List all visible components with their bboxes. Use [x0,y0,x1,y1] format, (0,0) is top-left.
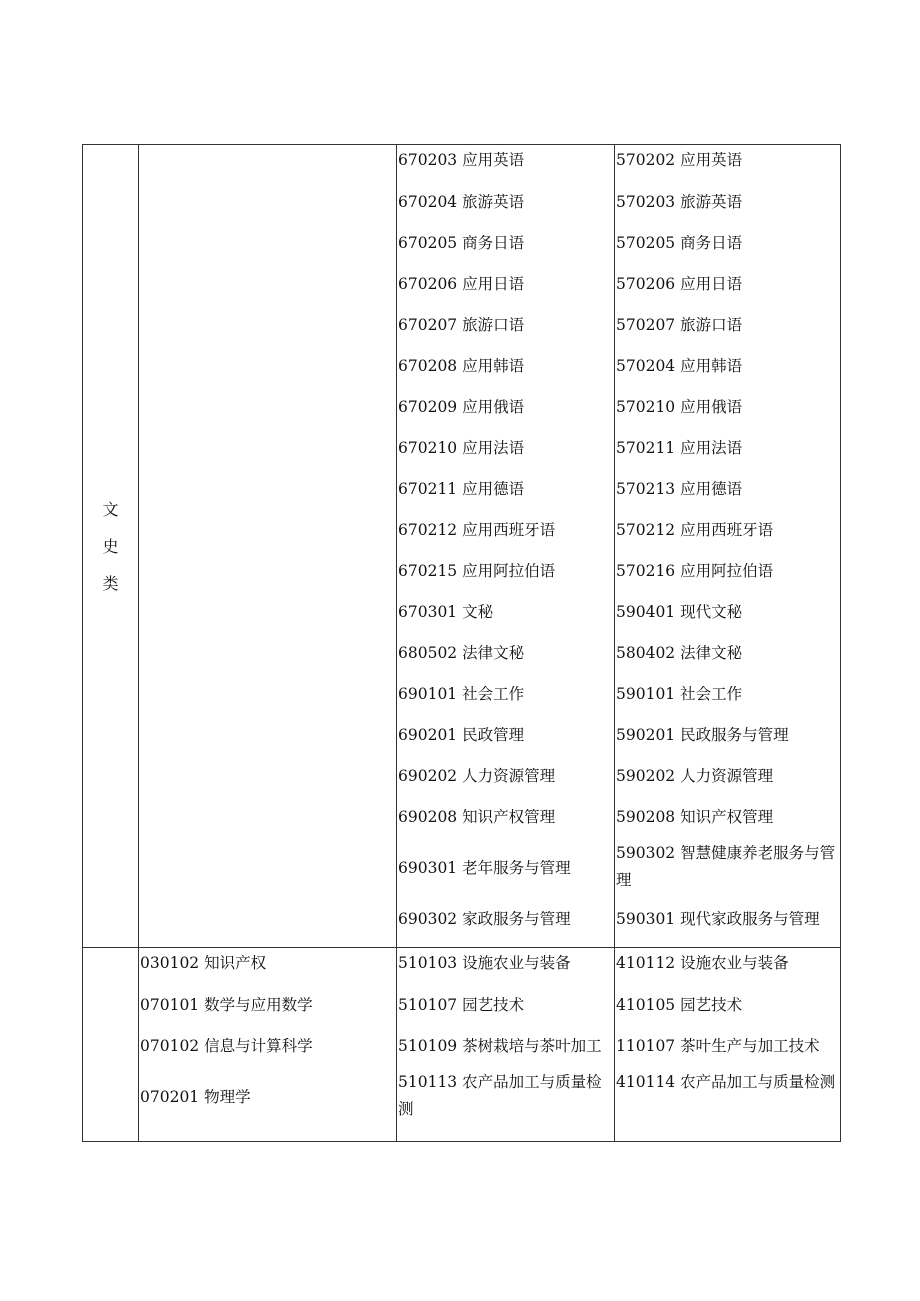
list-item: 690208 知识产权管理 [398,807,556,826]
list-item: 110107 茶叶生产与加工技术 [616,1036,820,1055]
list-item: 590302 智慧健康养老服务与管理 [616,844,836,889]
list-item: 570202 应用英语 [616,151,743,169]
list-item: 570212 应用西班牙语 [616,520,774,539]
list-item: 670204 旅游英语 [398,192,525,211]
list-item: 570207 旅游口语 [616,315,743,334]
list-item: 510107 园艺技术 [398,995,525,1014]
category-label: 文 史 类 [102,499,119,593]
list-item: 590401 现代文秘 [616,602,743,621]
list-item: 680502 法律文秘 [398,643,525,662]
list-item: 590208 知识产权管理 [616,807,774,826]
list-item: 670210 应用法语 [398,438,525,457]
list-item: 570211 应用法语 [616,438,743,457]
list-item: 510109 茶树栽培与茶叶加工 [398,1036,602,1055]
list-item: 670211 应用德语 [398,479,525,498]
list-item: 570210 应用俄语 [616,397,743,416]
list-item: 070101 数学与应用数学 [140,995,313,1014]
table-section-liberal-arts [83,145,841,948]
list-item: 670208 应用韩语 [398,356,525,375]
list-item: 410114 农产品加工与质量检测 [616,1073,836,1091]
category-cell [83,145,139,948]
list-item: 570204 应用韩语 [616,356,743,375]
table-section-science [83,948,841,1142]
new-vocational-major-cell [615,145,841,948]
list-item: 070201 物理学 [140,1088,251,1106]
old-vocational-major-cell [397,145,615,948]
list-item: 030102 知识产权 [140,954,267,972]
list-item: 690302 家政服务与管理 [398,910,571,928]
list-item: 570205 商务日语 [616,233,743,252]
new-vocational-major-cell [615,948,841,1142]
list-item: 580402 法律文秘 [616,643,743,662]
list-item: 670207 旅游口语 [398,315,525,334]
list-item: 690202 人力资源管理 [398,766,556,785]
list-item: 670203 应用英语 [398,151,525,169]
list-item: 690101 社会工作 [398,684,525,703]
list-item: 570213 应用德语 [616,479,743,498]
major-correspondence-table [82,144,841,1142]
list-item: 670215 应用阿拉伯语 [398,561,556,580]
old-vocational-major-cell [397,948,615,1142]
list-item: 670205 商务日语 [398,233,525,252]
list-item: 670209 应用俄语 [398,397,525,416]
list-item: 070102 信息与计算科学 [140,1036,313,1055]
list-item: 590201 民政服务与管理 [616,725,789,744]
list-item: 670212 应用西班牙语 [398,520,556,539]
list-item: 590301 现代家政服务与管理 [616,910,820,928]
list-item: 590101 社会工作 [616,684,743,703]
list-item: 690201 民政管理 [398,725,525,744]
list-item: 570206 应用日语 [616,274,743,293]
list-item: 510103 设施农业与装备 [398,954,571,972]
list-item: 410105 园艺技术 [616,995,743,1014]
list-item: 410112 设施农业与装备 [616,954,789,972]
list-item: 510113 农产品加工与质量检测 [398,1073,602,1118]
undergraduate-major-cell [139,145,397,948]
list-item: 690301 老年服务与管理 [398,859,571,877]
list-item: 570203 旅游英语 [616,192,743,211]
list-item: 570216 应用阿拉伯语 [616,561,774,580]
category-cell [83,948,139,1142]
list-item: 670206 应用日语 [398,274,525,293]
list-item: 590202 人力资源管理 [616,766,774,785]
undergraduate-major-cell [139,948,397,1142]
list-item: 670301 文秘 [398,602,494,621]
